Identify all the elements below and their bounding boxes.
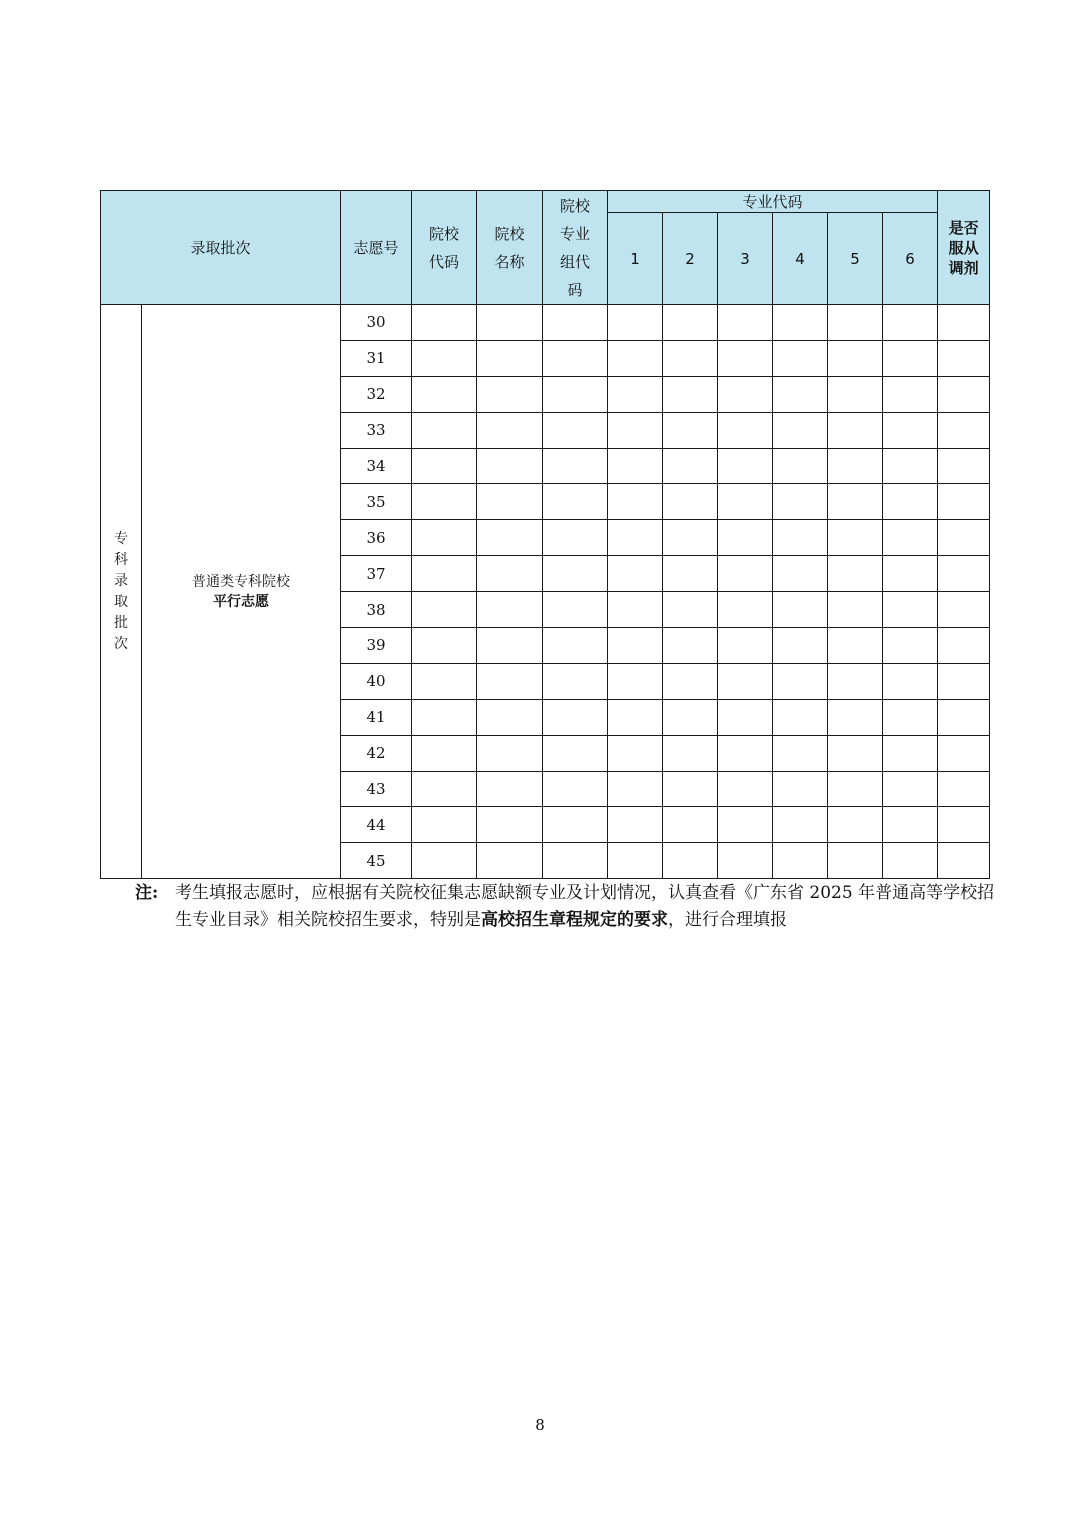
input-adjust[interactable] (938, 448, 990, 484)
input-major-6[interactable] (883, 843, 938, 879)
input-major-2[interactable] (663, 556, 718, 592)
batch-name-line1: 普通类专科院校 (192, 573, 290, 590)
input-major-2[interactable] (663, 340, 718, 376)
input-major-3[interactable] (718, 305, 773, 341)
input-adjust[interactable] (938, 771, 990, 807)
input-group-code[interactable] (543, 484, 608, 520)
input-major-5[interactable] (828, 376, 883, 412)
input-college-code[interactable] (412, 807, 477, 843)
input-major-6[interactable] (883, 771, 938, 807)
input-major-2[interactable] (663, 628, 718, 664)
input-college-code[interactable] (412, 412, 477, 448)
input-major-4[interactable] (773, 484, 828, 520)
input-major-5[interactable] (828, 305, 883, 341)
input-major-5[interactable] (828, 340, 883, 376)
input-major-1[interactable] (608, 843, 663, 879)
input-major-1[interactable] (608, 412, 663, 448)
input-major-5[interactable] (828, 699, 883, 735)
input-major-4[interactable] (773, 376, 828, 412)
input-college-name[interactable] (477, 448, 543, 484)
input-major-3[interactable] (718, 448, 773, 484)
input-major-1[interactable] (608, 699, 663, 735)
input-major-1[interactable] (608, 376, 663, 412)
footnote-label: 注: (135, 883, 159, 903)
input-major-2[interactable] (663, 592, 718, 628)
input-major-4[interactable] (773, 735, 828, 771)
input-major-1[interactable] (608, 735, 663, 771)
input-group-code[interactable] (543, 843, 608, 879)
input-college-name[interactable] (477, 735, 543, 771)
input-major-3[interactable] (718, 484, 773, 520)
input-group-code[interactable] (543, 628, 608, 664)
input-college-code[interactable] (412, 843, 477, 879)
wish-number: 35 (341, 484, 412, 520)
batch-vertical-label: 专科录取批次 (101, 305, 142, 879)
wish-number: 37 (341, 556, 412, 592)
wish-number: 34 (341, 448, 412, 484)
input-major-5[interactable] (828, 663, 883, 699)
input-major-5[interactable] (828, 628, 883, 664)
input-group-code[interactable] (543, 771, 608, 807)
input-major-6[interactable] (883, 699, 938, 735)
input-major-2[interactable] (663, 376, 718, 412)
input-adjust[interactable] (938, 412, 990, 448)
input-adjust[interactable] (938, 843, 990, 879)
input-major-6[interactable] (883, 340, 938, 376)
header-wish-no: 志愿号 (341, 191, 412, 305)
input-college-code[interactable] (412, 484, 477, 520)
header-adjust: 是否服从调剂 (938, 191, 990, 305)
input-college-name[interactable] (477, 699, 543, 735)
input-major-3[interactable] (718, 663, 773, 699)
input-college-code[interactable] (412, 628, 477, 664)
wish-number: 32 (341, 376, 412, 412)
input-group-code[interactable] (543, 305, 608, 341)
input-adjust[interactable] (938, 699, 990, 735)
wish-number: 33 (341, 412, 412, 448)
footnote (135, 880, 995, 934)
input-group-code[interactable] (543, 340, 608, 376)
input-major-4[interactable] (773, 699, 828, 735)
input-major-1[interactable] (608, 484, 663, 520)
input-major-5[interactable] (828, 771, 883, 807)
input-major-2[interactable] (663, 663, 718, 699)
input-group-code[interactable] (543, 556, 608, 592)
input-group-code[interactable] (543, 807, 608, 843)
input-major-3[interactable] (718, 735, 773, 771)
input-major-5[interactable] (828, 556, 883, 592)
input-major-6[interactable] (883, 735, 938, 771)
input-college-name[interactable] (477, 305, 543, 341)
input-major-1[interactable] (608, 807, 663, 843)
input-major-6[interactable] (883, 592, 938, 628)
input-major-3[interactable] (718, 412, 773, 448)
input-adjust[interactable] (938, 663, 990, 699)
input-group-code[interactable] (543, 520, 608, 556)
wish-number: 36 (341, 520, 412, 556)
batch-name-line2: 平行志愿 (213, 593, 269, 610)
input-major-5[interactable] (828, 843, 883, 879)
input-adjust[interactable] (938, 807, 990, 843)
header-major-code: 专业代码 (608, 191, 938, 213)
input-major-3[interactable] (718, 699, 773, 735)
input-major-3[interactable] (718, 340, 773, 376)
input-major-3[interactable] (718, 592, 773, 628)
input-major-1[interactable] (608, 628, 663, 664)
input-adjust[interactable] (938, 628, 990, 664)
input-college-name[interactable] (477, 340, 543, 376)
header-major-2: 2 (663, 213, 718, 305)
wish-number: 41 (341, 699, 412, 735)
input-college-code[interactable] (412, 556, 477, 592)
input-major-5[interactable] (828, 592, 883, 628)
input-group-code[interactable] (543, 735, 608, 771)
input-major-3[interactable] (718, 807, 773, 843)
header-major-4: 4 (773, 213, 828, 305)
input-major-1[interactable] (608, 340, 663, 376)
input-adjust[interactable] (938, 340, 990, 376)
wish-number: 38 (341, 592, 412, 628)
input-group-code[interactable] (543, 412, 608, 448)
input-major-4[interactable] (773, 340, 828, 376)
wish-number: 30 (341, 305, 412, 341)
wish-number: 39 (341, 628, 412, 664)
input-major-1[interactable] (608, 305, 663, 341)
input-major-4[interactable] (773, 663, 828, 699)
input-adjust[interactable] (938, 305, 990, 341)
input-major-1[interactable] (608, 520, 663, 556)
input-college-name[interactable] (477, 376, 543, 412)
input-college-name[interactable] (477, 628, 543, 664)
input-college-name[interactable] (477, 520, 543, 556)
wish-number: 40 (341, 663, 412, 699)
input-adjust[interactable] (938, 484, 990, 520)
input-major-3[interactable] (718, 628, 773, 664)
input-major-5[interactable] (828, 412, 883, 448)
input-major-6[interactable] (883, 376, 938, 412)
input-major-6[interactable] (883, 520, 938, 556)
input-major-6[interactable] (883, 448, 938, 484)
input-group-code[interactable] (543, 663, 608, 699)
input-college-code[interactable] (412, 376, 477, 412)
input-major-2[interactable] (663, 448, 718, 484)
input-major-4[interactable] (773, 412, 828, 448)
input-major-1[interactable] (608, 556, 663, 592)
input-major-2[interactable] (663, 771, 718, 807)
input-major-6[interactable] (883, 412, 938, 448)
input-group-code[interactable] (543, 592, 608, 628)
input-college-name[interactable] (477, 843, 543, 879)
input-major-5[interactable] (828, 735, 883, 771)
input-major-4[interactable] (773, 807, 828, 843)
wish-number: 43 (341, 771, 412, 807)
input-adjust[interactable] (938, 592, 990, 628)
input-major-4[interactable] (773, 556, 828, 592)
wish-number: 45 (341, 843, 412, 879)
wish-number: 44 (341, 807, 412, 843)
input-major-1[interactable] (608, 771, 663, 807)
header-major-6: 6 (883, 213, 938, 305)
input-adjust[interactable] (938, 556, 990, 592)
input-major-6[interactable] (883, 556, 938, 592)
input-college-code[interactable] (412, 592, 477, 628)
input-major-4[interactable] (773, 771, 828, 807)
input-major-5[interactable] (828, 448, 883, 484)
input-major-6[interactable] (883, 484, 938, 520)
input-major-5[interactable] (828, 484, 883, 520)
header-college-code: 院校代码 (412, 191, 477, 305)
input-major-6[interactable] (883, 807, 938, 843)
input-college-code[interactable] (412, 520, 477, 556)
input-college-code[interactable] (412, 305, 477, 341)
input-major-4[interactable] (773, 305, 828, 341)
input-college-code[interactable] (412, 771, 477, 807)
page-number: 8 (535, 1416, 545, 1434)
wish-number: 42 (341, 735, 412, 771)
header-major-5: 5 (828, 213, 883, 305)
input-major-3[interactable] (718, 771, 773, 807)
input-major-4[interactable] (773, 628, 828, 664)
input-adjust[interactable] (938, 376, 990, 412)
input-college-code[interactable] (412, 663, 477, 699)
input-major-2[interactable] (663, 807, 718, 843)
input-major-3[interactable] (718, 376, 773, 412)
input-major-6[interactable] (883, 305, 938, 341)
input-major-2[interactable] (663, 520, 718, 556)
input-major-2[interactable] (663, 412, 718, 448)
input-major-2[interactable] (663, 699, 718, 735)
input-major-1[interactable] (608, 592, 663, 628)
input-major-5[interactable] (828, 520, 883, 556)
input-major-4[interactable] (773, 520, 828, 556)
input-college-name[interactable] (477, 484, 543, 520)
input-major-2[interactable] (663, 735, 718, 771)
input-major-4[interactable] (773, 843, 828, 879)
input-major-4[interactable] (773, 592, 828, 628)
input-major-1[interactable] (608, 448, 663, 484)
input-college-name[interactable] (477, 592, 543, 628)
input-major-1[interactable] (608, 663, 663, 699)
input-major-3[interactable] (718, 556, 773, 592)
input-major-2[interactable] (663, 305, 718, 341)
header-batch: 录取批次 (101, 191, 341, 305)
input-adjust[interactable] (938, 735, 990, 771)
input-college-name[interactable] (477, 412, 543, 448)
input-major-3[interactable] (718, 520, 773, 556)
input-college-code[interactable] (412, 699, 477, 735)
input-college-code[interactable] (412, 735, 477, 771)
input-group-code[interactable] (543, 376, 608, 412)
wish-number: 31 (341, 340, 412, 376)
input-group-code[interactable] (543, 699, 608, 735)
input-college-name[interactable] (477, 556, 543, 592)
input-adjust[interactable] (938, 520, 990, 556)
input-major-4[interactable] (773, 448, 828, 484)
header-college-name: 院校名称 (477, 191, 543, 305)
input-major-2[interactable] (663, 484, 718, 520)
header-major-3: 3 (718, 213, 773, 305)
input-college-code[interactable] (412, 340, 477, 376)
input-major-5[interactable] (828, 807, 883, 843)
input-college-code[interactable] (412, 448, 477, 484)
volunteer-table (100, 190, 990, 879)
volunteer-form (100, 190, 989, 879)
input-major-6[interactable] (883, 663, 938, 699)
input-major-6[interactable] (883, 628, 938, 664)
header-group-code: 院校专业组代码 (543, 191, 608, 305)
footnote-emphasis: 高校招生章程规定的要求 (481, 910, 668, 930)
input-college-name[interactable] (477, 771, 543, 807)
header-major-1: 1 (608, 213, 663, 305)
footnote-text: 考生填报志愿时，应根据有关院校征集志愿缺额专业及计划情况，认真查看《广东省 2025 年普通高等学校招生专业目录》相关院校招生要求，特别是高校招生章程规定的要求，进行合理填报 (175, 883, 995, 930)
input-group-code[interactable] (543, 448, 608, 484)
input-major-3[interactable] (718, 843, 773, 879)
input-college-name[interactable] (477, 807, 543, 843)
input-college-name[interactable] (477, 663, 543, 699)
batch-name (142, 305, 341, 879)
input-major-2[interactable] (663, 843, 718, 879)
